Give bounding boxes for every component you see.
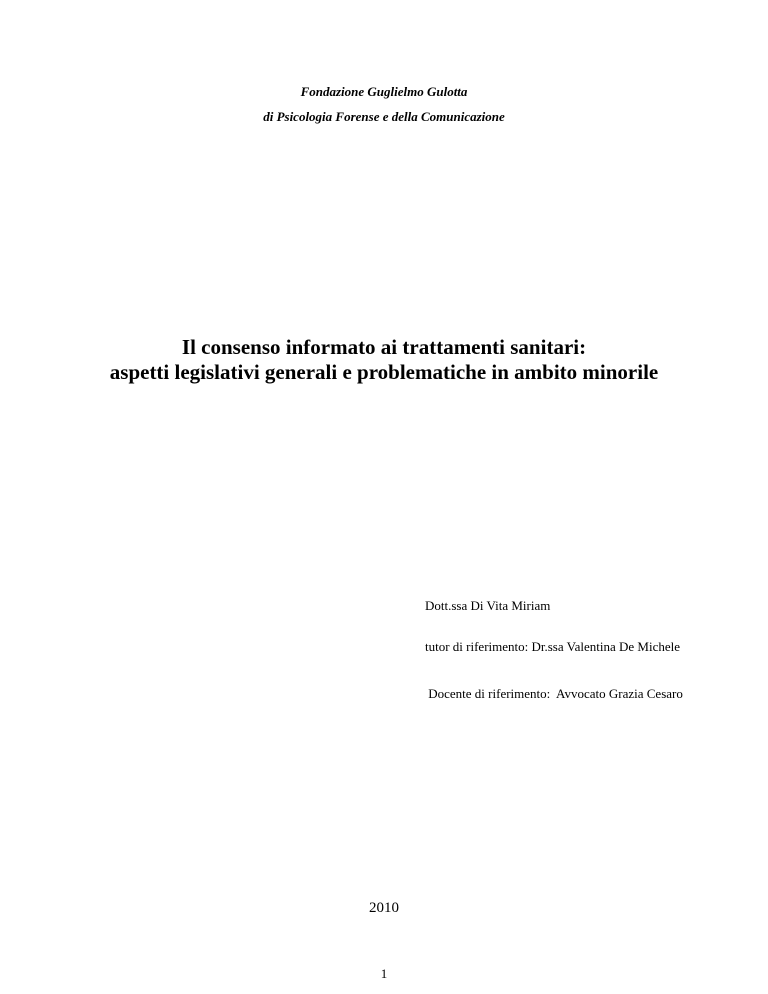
tutor-reference: tutor di riferimento: Dr.ssa Valentina De Michele bbox=[425, 639, 680, 654]
foundation-name: Fondazione Guglielmo Gulotta bbox=[300, 84, 468, 99]
docente-reference: Docente di riferimento: Avvocato Grazia Cesaro bbox=[425, 686, 683, 701]
page-number: 1 bbox=[380, 966, 388, 981]
foundation-subtitle: di Psicologia Forense e della Comunicazione bbox=[263, 109, 505, 124]
document-title-line-1: Il consenso informato ai trattamenti sanitari: bbox=[181, 335, 587, 359]
author-name: Dott.ssa Di Vita Miriam bbox=[425, 598, 551, 613]
document-year: 2010 bbox=[369, 900, 399, 916]
document-title-line-2: aspetti legislativi generali e problematiche in ambito minorile bbox=[109, 360, 659, 384]
